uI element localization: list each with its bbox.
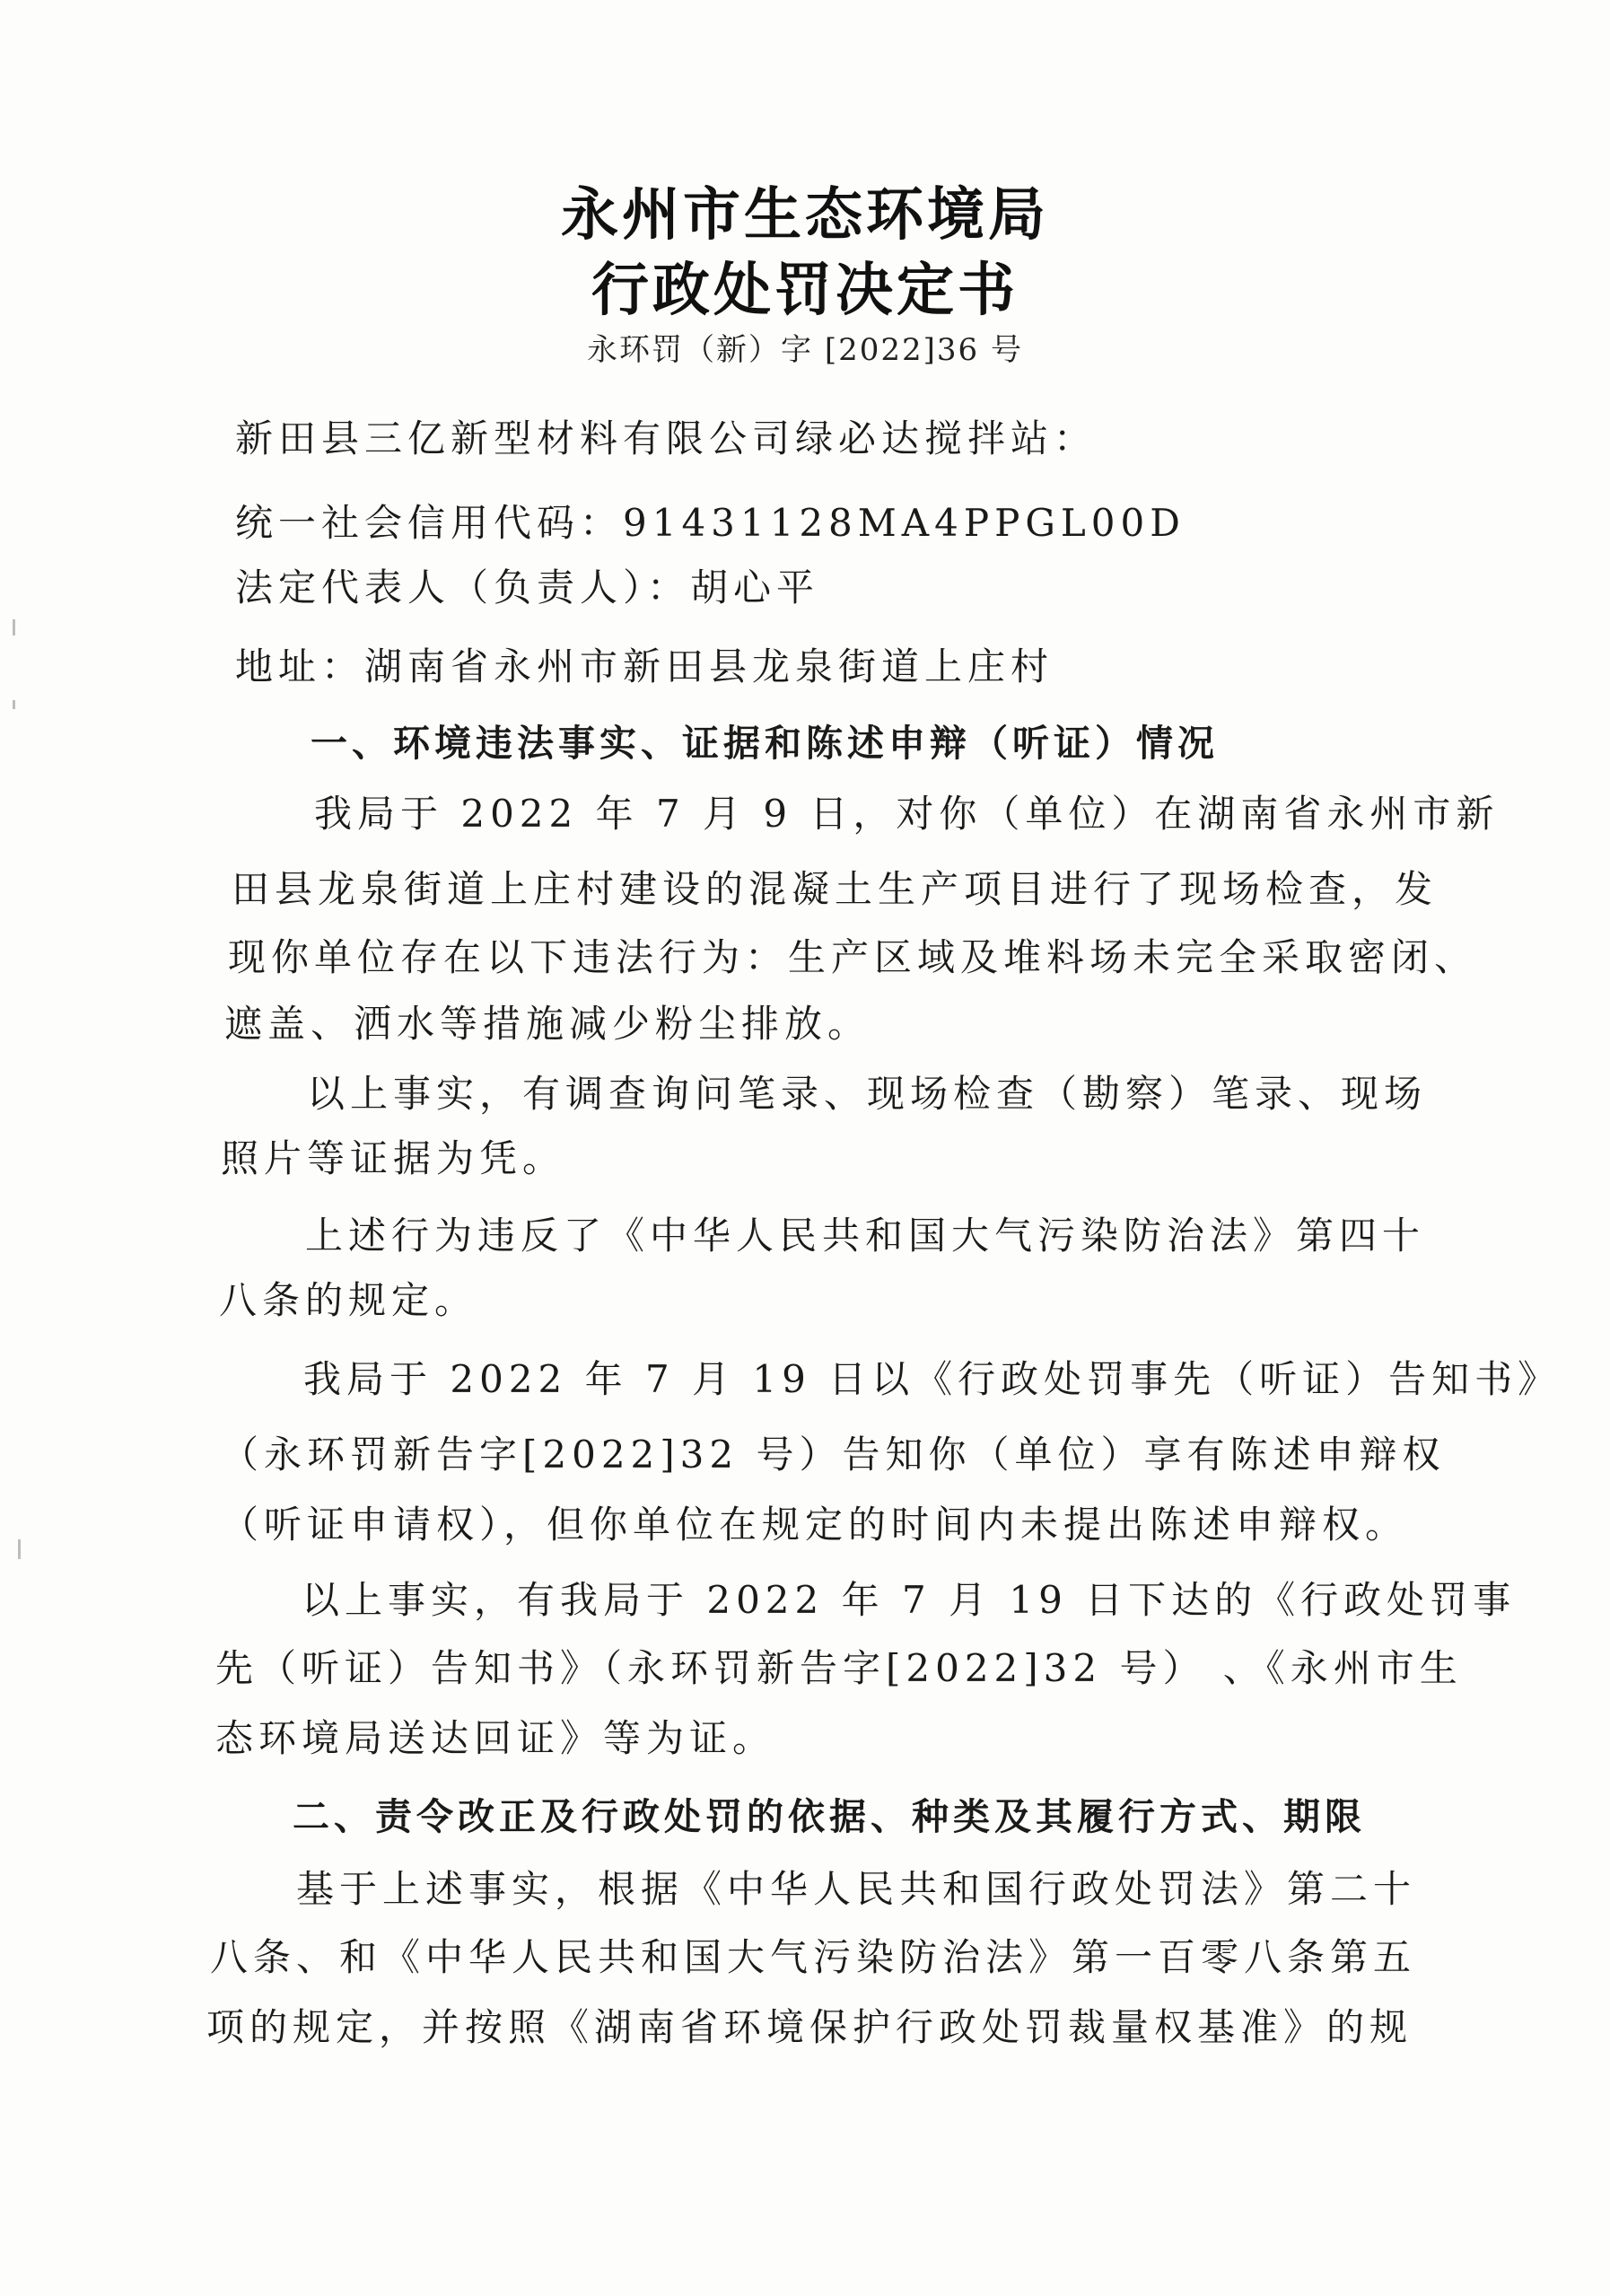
paragraph-line: 态环境局送达回证》等为证。: [215, 1716, 776, 1760]
scan-edge-mark: [18, 1539, 21, 1559]
party-address: 地址：湖南省永州市新田县龙泉街道上庄村: [235, 644, 1054, 688]
scan-edge-mark: [13, 700, 15, 709]
paragraph-line: 八条、和《中华人民共和国大气污染防治法》第一百零八条第五: [210, 1935, 1417, 1979]
document-number: 永环罚（新）字 [2022]36 号: [587, 332, 1023, 368]
paragraph-line: 八条的规定。: [219, 1278, 478, 1322]
paragraph-line: 照片等证据为凭。: [221, 1136, 566, 1180]
party-name: 新田县三亿新型材料有限公司绿必达搅拌站：: [235, 416, 1098, 460]
section1-heading: 一、环境违法事实、证据和陈述申辩（听证）情况: [311, 722, 1219, 765]
paragraph-line: 现你单位存在以下违法行为：生产区域及堆料场未完全采取密闭、: [228, 935, 1478, 979]
legal-representative: 法定代表人（负责人）：胡心平: [235, 565, 820, 609]
paragraph-line: 基于上述事实，根据《中华人民共和国行政处罚法》第二十: [296, 1867, 1417, 1911]
section2-heading: 二、责令改正及行政处罚的依据、种类及其履行方式、期限: [293, 1795, 1366, 1838]
paragraph-line: （听证申请权），但你单位在规定的时间内未提出陈述申辩权。: [221, 1503, 1409, 1547]
paragraph-line: 我局于 2022 年 7 月 9 日，对你（单位）在湖南省永州市新: [314, 792, 1500, 836]
paragraph-line: 遮盖、洒水等措施减少粉尘排放。: [224, 1002, 871, 1046]
credit-code: 统一社会信用代码：91431128MA4PPGL00D: [235, 501, 1186, 545]
paragraph-line: （永环罚新告字[2022]32 号）告知你（单位）享有陈述申辩权: [221, 1433, 1446, 1477]
scan-edge-mark: [13, 619, 15, 635]
paragraph-line: 以上事实，有调查询问笔录、现场检查（勘察）笔录、现场: [307, 1072, 1428, 1116]
paragraph-line: 先（听证）告知书》（永环罚新告字[2022]32 号） 、《永州市生: [215, 1646, 1463, 1690]
paragraph-line: 上述行为违反了《中华人民共和国大气污染防治法》第四十: [305, 1214, 1426, 1258]
document-title-type: 行政处罚决定书: [591, 258, 1019, 324]
paragraph-line: 项的规定，并按照《湖南省环境保护行政处罚裁量权基准》的规: [206, 2005, 1413, 2049]
paragraph-line: 我局于 2022 年 7 月 19 日以《行政处罚事先（听证）告知书》: [303, 1357, 1562, 1401]
paragraph-line: 田县龙泉街道上庄村建设的混凝土生产项目进行了现场检查，发: [232, 867, 1439, 911]
paragraph-line: 以上事实，有我局于 2022 年 7 月 19 日下达的《行政处罚事: [302, 1578, 1517, 1622]
document-title-agency: 永州市生态环境局: [561, 182, 1049, 249]
